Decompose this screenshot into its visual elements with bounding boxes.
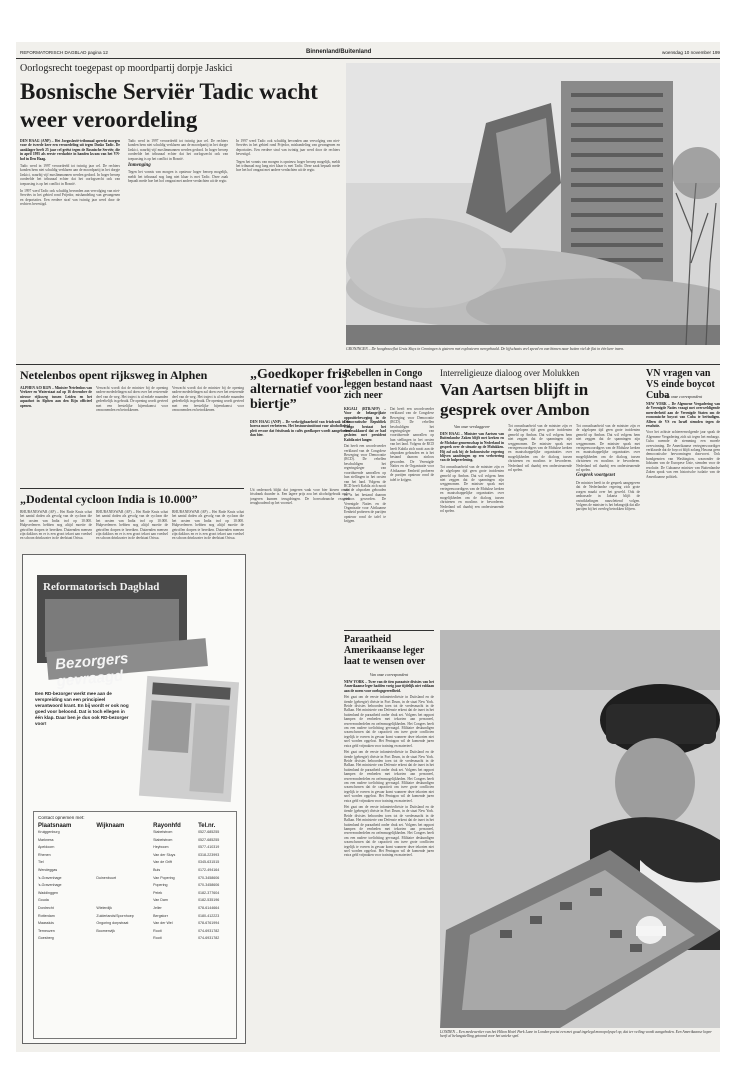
aartsen-body: Tot onrustbaarheid van de minister zijn er de afgelopen tijd geen grote incidenten gemeld op Ambon. Dat wil volgens hem niet zeggen dat de spanningen zijn weggenomen. De minister sprak met vertegenwoordigers van de Molukse kerken en maatschappelijke organisaties over mogelijkheden om de dialoog tussen christenen en moslims te bevorderen. Nederland wil daarbij een ondersteunende rol spelen.	[440, 464, 504, 513]
cuba-column	[646, 402, 720, 624]
ad-contact-rayonhfd: Van de Grift	[153, 860, 173, 865]
lead-column-2	[128, 139, 228, 361]
ad-contact-row	[37, 859, 236, 867]
paraatheid-byline: Van onze correspondent	[369, 672, 409, 677]
page-folio: REFORMATORISCH DAGBLAD pagina 12	[20, 50, 108, 55]
ad-contact-plaatsnaam: Apeldoorn	[38, 845, 55, 850]
ad-contact-row	[37, 829, 236, 837]
lead-body-1: Tadic werd in 1997 veroordeeld tot twintig jaar cel. De rechters konden hem niet schuldig verklaren aan de moordpartij in het dorpje Jaskici, waarbij vijf moslimmannen werden gedood. In hoger beroep oordeelde het tribunaal echter dat het oorlogsrecht ook van toepassing is op het conflict in Bosnië.	[20, 164, 120, 186]
congo-body: Dat heeft een woordvoerder verklaard van de Congolese Beweging voor Democratie (RCD). De rebellen beschuldigen het regeringsleger van voortdurende aanvallen op hun stellingen in het oosten van het land. Volgens de RCD heeft Kabila zich nooit aan de afspraken gehouden en is het bestand daarom zinloos geworden. De Verenigde Naties en de Organisatie voor Afrikaanse Eenheid proberen de partijen opnieuw rond de tafel te krijgen.	[344, 444, 386, 524]
ad-contact-plaatsnaam: Goesberg	[38, 936, 54, 941]
ad-contact-telnr: 078-6761994	[198, 921, 220, 926]
ad-banner: Bezorgers gevraagd	[54, 649, 130, 691]
aartsen-byline: Van onze verslaggever	[454, 424, 490, 429]
ad-contact-rayonhfd: Jeller	[153, 905, 162, 910]
congo-body-continued: Dat heeft een woordvoerder verklaard van de Congolese Beweging voor Democratie (RCD). De rebellen beschuldigen het regeringsleger van voortdurende aanvallen op hun stellingen in het oosten van het land. Volgens de RCD heeft Kabila zich nooit aan de afspraken gehouden en is het bestand daarom zinloos geworden. De Verenigde Naties en de Organisatie voor Afrikaanse Eenheid proberen de partijen opnieuw rond de tafel te krijgen.	[390, 407, 434, 482]
ad-newspaper-photo	[148, 700, 191, 753]
ad-contact-telnr: 070-3458606	[198, 875, 220, 880]
ad-contact-wijknaam: Duinenbuurt	[96, 875, 116, 880]
ad-contact-plaatsnaam: Waddinggen	[38, 890, 59, 895]
lead-body-2: In 1997 werd Tadic ook schuldig bevonden aan vervolging van niet-Serviërs in het gebied rond Prijedor, mishandeling van gevangenen en deportaties. Een eerdere straf van twintig jaar werd door de rechters bevestigd.	[20, 189, 120, 207]
lead-column-3	[236, 139, 340, 361]
ad-contact-rayonhfd: Van der Wel	[153, 921, 173, 926]
monopoly-caption: LONDEN – Een medewerker van het Hilton Hotel Park Lane in Londen poetst een met goud ingelegd monopolyspel op, dat ter veiling wordt aangeboden. Een Amerikaanse koper heeft al belangstelling getoond voor het unieke spel.	[440, 1030, 712, 1039]
ad-contact-plaatsnaam: Wendeggas	[38, 867, 58, 872]
ad-contact-telnr: 070-3458606	[198, 883, 220, 888]
congo-column-2	[390, 407, 434, 625]
ad-contact-plaatsnaam: Tiel	[38, 860, 44, 865]
monopoly-photo-image	[440, 630, 720, 1028]
cuba-byline: Van onze correspondent	[663, 394, 703, 399]
ad-contact-row	[37, 844, 236, 852]
ad-contact-plaatsnaam: Kruiggenburg	[38, 830, 60, 834]
ad-contact-telnr: 0182-535196	[198, 898, 220, 903]
ad-contact-telnr: 0182-377604	[198, 890, 220, 895]
congo-lead: KIGALI (RTR/AFP) – Voor de belangrijkste oppositiebeweging in de Democratische Republiek Congo bestaat het vredesakkoord dat ze had gesloten met president Kabila niet langer.	[344, 407, 386, 442]
cycloon-body-continued-2: BHUBANESWAR (AP) – Het Rode Kruis schat het aantal doden als gevolg van de cycloon die het oosten van India trof op 10.000. Hulpverleners hebben nog altijd moeite de getroffen dorpen te bereiken. Duizenden mensen zijn dakloos en er is een groot tekort aan voedsel en schoon drinkwater in de deelstaat Orissa.	[172, 510, 244, 541]
ad-newspaper-text	[189, 703, 229, 793]
aartsen-lead: DEN HAAG – Minister van Aartsen van Buitenlandse Zaken blijft met kerken en de Molukse gemeenschap in Nederland in gesprek over de situatie op de Molukken. Hij zal ook bij de Indonesische regering blijven aandringen op een verbetering van de hulpverlening.	[440, 432, 504, 463]
aartsen-kicker: Interreligieuze dialoog over Molukken	[440, 368, 580, 378]
lead-headline: Bosnische Serviër Tadic wacht weer veroordeling	[20, 79, 318, 132]
ad-contact-telnr: 078-6144664	[198, 905, 220, 910]
ad-contact-label: Contact opnemen met:	[38, 815, 85, 820]
ad-contact-wijknaam: Boomenvijk	[96, 928, 115, 933]
ad-contact-wijknaam	[95, 935, 152, 943]
ad-contact-plaatsnaam: Rhenen	[38, 852, 51, 857]
aartsen-column-3	[576, 424, 640, 624]
lead-subhead: Inmenging	[128, 163, 151, 169]
ad-contact-rayonhfd: Buis	[153, 867, 161, 872]
goedkoper-body: Uit onderzoek blijkt dat jongeren vaak voor bier kiezen omdat frisdrank duurder is. Een lagere prijs zou het alcoholgebruik onder jongeren kunnen terugdringen. De horecabranche reageert terughoudend op het voorstel.	[250, 488, 350, 506]
ad-contact-plaatsnaam: Markness	[38, 837, 54, 842]
ad-contact-wijknaam	[95, 890, 152, 898]
ad-contact-wijknaam: Zuiderlands/Spornhoep	[96, 913, 134, 918]
ad-contact-rayonhfd: Van Popering	[153, 875, 175, 880]
header-rule	[16, 58, 720, 59]
ad-contact-wijknaam: Wielerdijk	[96, 905, 112, 910]
paraatheid-column	[344, 680, 434, 1042]
ad-contact-telnr: 0345-631515	[198, 860, 220, 865]
ad-contact-row	[37, 875, 236, 883]
monopoly-photo	[440, 630, 720, 1028]
ad-contact-plaatsnaam: Dordrecht	[38, 905, 54, 910]
ad-contact-rayonhfd: Van der Sluys	[153, 852, 176, 857]
lead-body-3-continued: Tegen het vonnis van morgen is opnieuw hoger beroep mogelijk, meldt het tribunaal nog lang niet klaar is met Tadic. Deze zaak bepaalt mede hoe het hof omgaat met andere verdachten uit de regio.	[236, 159, 340, 173]
ad-contact-rayonhfd: Pelek	[153, 890, 163, 895]
ad-contact-row	[37, 867, 236, 875]
cycloon-body: BHUBANESWAR (AP) – Het Rode Kruis schat het aantal doden als gevolg van de cycloon die het oosten van India trof op 10.000. Hulpverleners hebben nog altijd moeite de getroffen dorpen te bereiken. Duizenden mensen zijn dakloos en er is een groot tekort aan voedsel en schoon drinkwater in de deelstaat Orissa.	[20, 510, 92, 541]
paraatheid-rule	[344, 630, 434, 631]
paraatheid-headline: Paraatheid Amerikaanse leger laat te wensen over	[344, 634, 426, 667]
lead-column-1	[20, 139, 120, 361]
aartsen-headline: Van Aartsen blijft in gesprek over Ambon	[440, 380, 590, 419]
ad-contact-wijknaam	[95, 882, 152, 890]
paraatheid-body-continued-2: Het gaat om de eerste infanteriedivisie in Duitsland en de tiende (gebergte) divisie in Fort Drum, in de staat New York. Beide divisies behoorden toen tot de vredesmacht in de Balkan. Het ministerie van Defensie erkent dat de inzet in het buitenland de paraatheid onder druk zet. Volgens het rapport kampen de eenheden met tekorten aan personeel, reserveonderdelen en oefenmogelijkheden. Het Congres heeft om een nadere toelichting gevraagd. Militaire deskundigen waarschuwen dat de capaciteit om twee grote conflicten tegelijk te voeren in gevaar komt wanneer deze tekorten niet snel worden opgelost. Het Pentagon wil de komende jaren extra geld vrijmaken voor training en materieel.	[344, 804, 434, 858]
ad-contact-plaatsnaam: Gouda	[38, 898, 49, 903]
aartsen-body-continued: Tot onrustbaarheid van de minister zijn er de afgelopen tijd geen grote incidenten gemeld op Ambon. Dat wil volgens hem niet zeggen dat de spanningen zijn weggenomen. De minister sprak met vertegenwoordigers van de Molukse kerken en maatschappelijke organisaties over mogelijkheden om de dialoog tussen christenen en moslims te bevorderen. Nederland wil daarbij een ondersteunende rol spelen.	[508, 424, 572, 473]
goedkoper-column-2	[250, 488, 350, 618]
ad-contact-plaatsnaam: Terneuzen	[38, 928, 55, 933]
cycloon-column-1	[20, 510, 92, 550]
ad-contact-rayonhfd: Stabelstrom	[153, 837, 173, 842]
ad-contacts-box	[33, 811, 237, 1039]
ad-contact-wijknaam: Ongoring dorpstraat	[96, 921, 129, 926]
netelenbos-body: Verwacht wordt dat de minister bij de opening nadere mededelingen zal doen over het resterende deel van de weg. Het traject is al enkele maanden gedeeltelijk in gebruik. De opening wordt gevierd met een feestelijke bijeenkomst voor omwonenden en betrokkenen.	[96, 386, 168, 413]
page-date: woensdag 10 november 199	[662, 50, 720, 55]
bezorgers-advertisement	[22, 554, 246, 1044]
ad-contact-row	[37, 897, 236, 905]
mid-rule	[16, 364, 720, 365]
newspaper-page	[16, 42, 720, 1052]
cycloon-body-continued: BHUBANESWAR (AP) – Het Rode Kruis schat het aantal doden als gevolg van de cycloon die het oosten van India trof op 10.000. Hulpverleners hebben nog altijd moeite de getroffen dorpen te bereiken. Duizenden mensen zijn dakloos en er is een groot tekort aan voedsel en schoon drinkwater in de deelstaat Orissa.	[96, 510, 168, 541]
aartsen-body-2: De minister heeft in de gesprek aangegeven dat de Nederlandse regering zich grote zorgen maakt over het geweld. Ook de ambassade in Jakarta blijft de ontwikkelingen nauwlettend volgen. Volgens de minister is het belangrijk dat alle partijen bij het overleg betrokken blijven.	[576, 480, 640, 512]
lead-kicker: Oorlogsrecht toegepast op moordpartij dorpje Jaskici	[20, 63, 233, 74]
ad-contact-row	[37, 852, 236, 860]
paraatheid-body: Het gaat om de eerste infanteriedivisie in Duitsland en de tiende (gebergte) divisie in Fort Drum, in de staat New York. Beide divisies behoorden toen tot de vredesmacht in de Balkan. Het ministerie van Defensie erkent dat de inzet in het buitenland de paraatheid onder druk zet. Volgens het rapport kampen de eenheden met tekorten aan personeel, reserveonderdelen en oefenmogelijkheden. Het Congres heeft om een nadere toelichting gevraagd. Militaire deskundigen waarschuwen dat de capaciteit om twee grote conflicten tegelijk te voeren in gevaar komt wanneer deze tekorten niet snel worden opgelost. Het Pentagon wil de komende jaren extra geld vrijmaken voor training en materieel.	[344, 695, 434, 748]
goedkoper-column-1	[250, 420, 350, 484]
demolition-photo	[346, 63, 720, 345]
ad-contact-rayonhfd: Heyboom	[153, 845, 169, 850]
aartsen-column-1	[440, 432, 504, 624]
cycloon-column-3	[172, 510, 244, 550]
col-wijknaam: Wijknaam	[96, 823, 125, 829]
ad-contact-wijknaam	[95, 844, 152, 852]
ad-contact-rayonhfd: Rooti	[153, 928, 162, 933]
netelenbos-column-2	[96, 386, 168, 484]
ad-contact-telnr: 0527-685255	[198, 837, 220, 842]
ad-contact-plaatsnaam: Maassluis	[38, 921, 54, 926]
section-label: Binnenland/Buitenland	[306, 49, 372, 55]
ad-newspaper-masthead	[152, 682, 231, 699]
paraatheid-body-continued: Het gaat om de eerste infanteriedivisie in Duitsland en de tiende (gebergte) divisie in Fort Drum, in de staat New York. Beide divisies behoorden toen tot de vredesmacht in de Balkan. Het ministerie van Defensie erkent dat de inzet in het buitenland de paraatheid onder druk zet. Volgens het rapport kampen de eenheden met tekorten aan personeel, reserveonderdelen en oefenmogelijkheden. Het Congres heeft om een nadere toelichting gevraagd. Militaire deskundigen waarschuwen dat de capaciteit om twee grote conflicten tegelijk te voeren in gevaar komt wanneer deze tekorten niet snel worden opgelost. Het Pentagon wil de komende jaren extra geld vrijmaken voor training en materieel.	[344, 750, 434, 803]
netelenbos-body-continued: Verwacht wordt dat de minister bij de opening nadere mededelingen zal doen over het resterende deel van de weg. Het traject is al enkele maanden gedeeltelijk in gebruik. De opening wordt gevierd met een feestelijke bijeenkomst voor omwonenden en betrokkenen.	[172, 386, 244, 413]
ad-contact-row	[37, 882, 236, 890]
ad-contact-wijknaam	[95, 837, 152, 845]
ad-contact-wijknaam	[95, 852, 152, 860]
ad-contact-wijknaam	[95, 897, 152, 905]
ad-contact-rayonhfd: Rooti	[153, 936, 162, 941]
ad-contact-row	[37, 920, 236, 928]
cuba-body: Voor het achtste achtereenvolgende jaar sprak de Algemene Vergadering zich uit tegen het embargo. Cuba noemde de stemming een morele overwinning. De Amerikaanse vertegenwoordiger verklaarde dat de boycot blijft zolang Havana geen democratische hervormingen doorvoert. Ook bondgenoten van Washington, waaronder de lidstaten van de Europese Unie, stemden voor de resolutie. De Cubaanse minister van Buitenlandse Zaken sprak van een historische isolatie van de Amerikaanse politiek.	[646, 430, 720, 479]
aartsen-subhead: Gesprek voortgezet	[576, 473, 616, 479]
ad-contact-row	[37, 905, 236, 913]
cuba-headline: VN vragen van VS einde boycot Cuba	[646, 368, 715, 401]
netelenbos-lead: ALPHEN A/D RIJN – Minister Netelenbos van Verkeer en Waterstaat zal op 16 december de nieuwe rijksweg tussen Leiden en het aquaduct in Alphen aan den Rijn officieel openen.	[20, 386, 92, 408]
lead-body-1-continued: Tadic werd in 1997 veroordeeld tot twintig jaar cel. De rechters konden hem niet schuldig verklaren aan de moordpartij in het dorpje Jaskici, waarbij vijf moslimmannen werden gedood. In hoger beroep oordeelde het tribunaal echter dat het oorlogsrecht ook van toepassing is op het conflict in Bosnië.	[128, 139, 228, 161]
col-telnr: Tel.nr.	[198, 823, 216, 829]
netelenbos-headline: Netelenbos opent rijksweg in Alphen	[20, 368, 208, 382]
paraatheid-lead: NEW YORK – Twee van de tien paraatste divisies van het Amerikaanse leger hadden vorig jaar tijdelijk niet voldaan aan de norm voor oorlogsgereedheid.	[344, 680, 434, 693]
ad-contacts-table	[37, 823, 236, 943]
cuba-lead: NEW YORK – De Algemene Vergadering van de Verenigde Naties vraagt met overweldigende meerderheid aan de Verenigde Staten om de economische boycot van Cuba te beëindigen. Alleen de VS en Israël stemden tegen de resolutie.	[646, 402, 720, 429]
ad-contact-rayonhfd: Stabelstrom	[153, 830, 173, 834]
ad-contact-row	[37, 837, 236, 845]
cycloon-column-2	[96, 510, 168, 550]
ad-contact-wijknaam	[95, 829, 152, 837]
ad-contact-telnr: 074-6931782	[198, 936, 220, 941]
ad-contact-wijknaam	[95, 859, 152, 867]
lead-body-2-continued: In 1997 werd Tadic ook schuldig bevonden aan vervolging van niet-Serviërs in het gebied rond Prijedor, mishandeling van gevangenen en deportaties. Een eerdere straf van twintig jaar werd door de rechters bevestigd.	[236, 139, 340, 157]
cycloon-headline: „Dodental cycloon India is 10.000”	[20, 492, 198, 506]
ad-pitch: Een RD-bezorger werkt mee aan de verspreiding van een principieel verantwoord krant. En bij wordt er ook nog goed voor beloond. Dat is toch ellegen in één klap. Daar ben je dus ook RD-bezorger voor!	[35, 691, 129, 726]
ad-contact-plaatsnaam: 's-Gravenhage	[38, 875, 62, 880]
ad-contact-plaatsnaam: 's-Gravenhage	[38, 883, 62, 888]
ad-contact-telnr: 0180-412223	[198, 913, 220, 918]
netelenbos-column-3	[172, 386, 244, 484]
ad-contact-telnr: 0527-685255	[198, 830, 220, 834]
ad-contact-row	[37, 928, 236, 936]
ad-contact-rayonhfd: Bergstorr	[153, 913, 168, 918]
congo-headline: Rebellen in Congo leggen bestand naast zich neer	[344, 368, 433, 401]
ad-contact-wijknaam	[95, 867, 152, 875]
goedkoper-headline: „Goedkoper fris alternatief voor biertje”	[250, 367, 348, 412]
ad-contact-telnr: 0172-494164	[198, 867, 220, 872]
cycloon-rule	[20, 488, 244, 489]
demolition-caption: GRONINGEN – De hoogbouwflat Gruis Sluys in Groningen is gisteren met explosieven neergehaald. De lijfschaats veel speed en van binnen naar buiten viel de flat in één keer ineen.	[346, 347, 624, 351]
ad-contact-telnr: 0318-223993	[198, 852, 220, 857]
ad-contact-plaatsnaam: Rotterdam	[38, 913, 55, 918]
ad-contact-row	[37, 913, 236, 921]
ad-contact-rayonhfd: Popering	[153, 883, 168, 888]
lead-paragraph: DEN HAAG (ANP) – Het Joegoslavië-tribunaal spreekt morgen voor de tweede keer een veroordeling uit tegen Dusko Tadic. De aanklager heeft 25 jaar cel geëist tegen de Bosnische Serviër, die in april 1995 als eerste verdachte in handen kwam van het VN-hof in Den Haag.	[20, 139, 120, 161]
ad-contact-telnr: 074-6931782	[198, 928, 220, 933]
ad-contact-rayonhfd: Van Dam	[153, 898, 168, 903]
ad-contact-row	[37, 890, 236, 898]
goedkoper-lead: DEN HAAG (ANP) – De verkrijgbaarheid van frisdrank in de horeca moet verbeteren. Het bestuursinstituut voor alcoholbeleid pleit ervoor dat frisdrank in cafés goedkoper wordt aangeboden dan bier.	[250, 420, 350, 438]
col-rayonhfd: Rayonhfd	[153, 823, 181, 829]
aartsen-column-2	[508, 424, 572, 624]
col-plaatsnaam: Plaatsnaam	[38, 823, 72, 829]
aartsen-body-continued-2: Tot onrustbaarheid van de minister zijn er de afgelopen tijd geen grote incidenten gemeld op Ambon. Dat wil volgens hem niet zeggen dat de spanningen zijn weggenomen. De minister sprak met vertegenwoordigers van de Molukse kerken en maatschappelijke organisaties over mogelijkheden om de dialoog tussen christenen en moslims te bevorderen. Nederland wil daarbij een ondersteunende rol spelen.	[576, 424, 640, 473]
ad-contact-telnr: 0577-410319	[198, 845, 220, 850]
ad-masthead: Reformatorisch Dagblad	[43, 581, 160, 593]
demolition-photo-image	[346, 63, 720, 345]
ad-contacts-rows	[37, 829, 236, 943]
congo-column-1	[344, 407, 386, 625]
ad-newspaper-image	[139, 676, 239, 802]
ad-contact-row	[37, 935, 236, 943]
lead-body-3: Tegen het vonnis van morgen is opnieuw hoger beroep mogelijk, meldt het tribunaal nog lang niet klaar is met Tadic. Deze zaak bepaalt mede hoe het hof omgaat met andere verdachten uit de regio.	[128, 170, 228, 184]
netelenbos-column-1	[20, 386, 92, 484]
